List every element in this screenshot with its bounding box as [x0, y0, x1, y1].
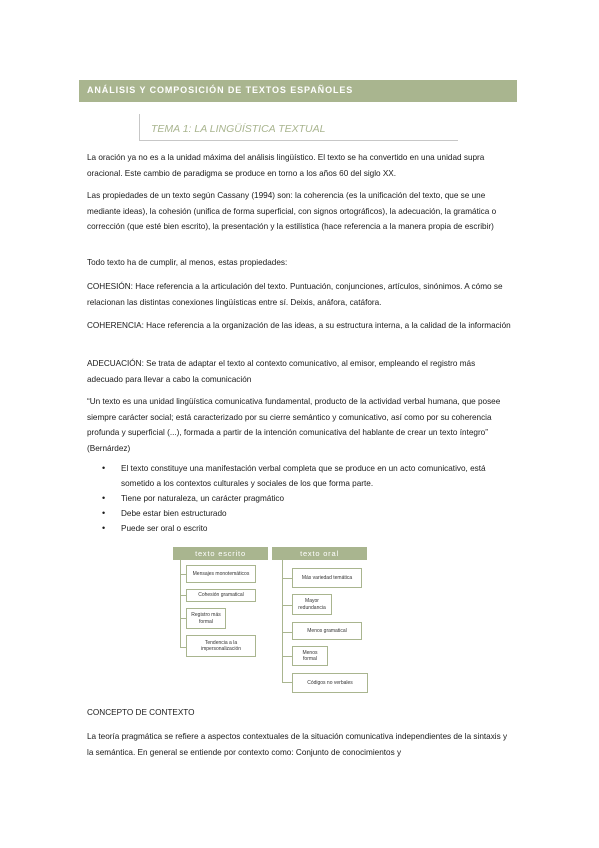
paragraph-properties: Las propiedades de un texto según Cassany (1994) son: la coherencia (es la unificación del texto, que se une mediante ideas), la cohesión (unifica de forma superficial, con signos ortográficos), la adecuación, la gramática o corrección (que esté bien escrito), la presentación y la estilística (hace referencia a la manera propia de escribir): [87, 191, 497, 231]
course-title: ANÁLISIS Y COMPOSICIÓN DE TEXTOS ESPAÑOLES: [87, 85, 354, 95]
oral-text-header: texto oral: [272, 547, 367, 560]
written-feature-box: Mensajes monotemáticos: [186, 565, 256, 583]
oral-feature-box: Menos formal: [292, 646, 328, 666]
paragraph-intro: La oración ya no es a la unidad máxima del análisis lingüístico. El texto se ha convertido en una unidad supra oracional. Este cambio de paradigma se produce en torno a los años 60 del siglo XX.: [87, 153, 485, 178]
theme-title: TEMA 1: LA LINGÜÍSTICA TEXTUAL: [151, 123, 326, 135]
paragraph-requirements: Todo texto ha de cumplir, al menos, estas propiedades:: [87, 258, 288, 267]
oral-feature-box: Códigos no verbales: [292, 673, 368, 693]
written-text-header: texto escrito: [173, 547, 268, 560]
paragraph-adequacy: ADECUACIÓN: Se trata de adaptar el texto al contexto comunicativo, al emisor, empleando el registro más adecuado para llevar a cabo la comunicación: [87, 359, 476, 384]
connector-line: [282, 578, 292, 579]
list-item: • Debe estar bien estructurado: [87, 506, 512, 521]
oral-feature-box: Mayor redundancia: [292, 594, 332, 615]
paragraph-coherence: COHERENCIA: Hace referencia a la organización de las ideas, a su estructura interna, a la calidad de la información: [87, 321, 511, 330]
list-item: • Puede ser oral o escrito: [87, 521, 512, 536]
oral-feature-box: Más variedad temática: [292, 568, 362, 588]
list-item: • El texto constituye una manifestación verbal completa que se produce en un acto comunicativo, está sometido a los contextos culturales y sociales de los que forma parte.: [87, 461, 512, 491]
written-feature-box: Cohesión gramatical: [186, 589, 256, 602]
paragraph-context: La teoría pragmática se refiere a aspectos contextuales de la situación comunicativa independientes de la sintaxis y la semántica. En general se entiende por contexto como: Conjunto de conocimientos y: [87, 732, 508, 757]
written-feature-box: Tendencia a la impersonalización: [186, 635, 256, 657]
text-features-list: [87, 461, 512, 536]
list-item: • Tiene por naturaleza, un carácter pragmático: [87, 491, 512, 506]
paragraph-quote: “Un texto es una unidad lingüística comunicativa fundamental, producto de la actividad verbal humana, que posee siempre carácter social; está caracterizado por su cierre semántico y comunicativo, así como por su coherencia profunda y superficial (...), formada a partir de la intención comunicativa del hablante de crear un texto íntegro” (Bernárdez): [87, 397, 501, 453]
connector-line: [282, 605, 292, 606]
written-feature-box: Registro más formal: [186, 608, 226, 629]
connector-line: [282, 656, 292, 657]
course-header: [79, 80, 517, 102]
paragraph-cohesion: COHESIÓN: Hace referencia a la articulación del texto. Puntuación, conjunciones, artículos, sinónimos. A cómo se relacionan las distintas conexiones lingüísticas entre sí. Deixis, anáfora, catáfora.: [87, 282, 503, 307]
section-heading-context: CONCEPTO DE CONTEXTO: [87, 708, 195, 717]
connector-line: [282, 632, 292, 633]
connector-line: [282, 682, 292, 683]
theme-heading: [139, 114, 458, 141]
oral-feature-box: Menos gramatical: [292, 622, 362, 640]
